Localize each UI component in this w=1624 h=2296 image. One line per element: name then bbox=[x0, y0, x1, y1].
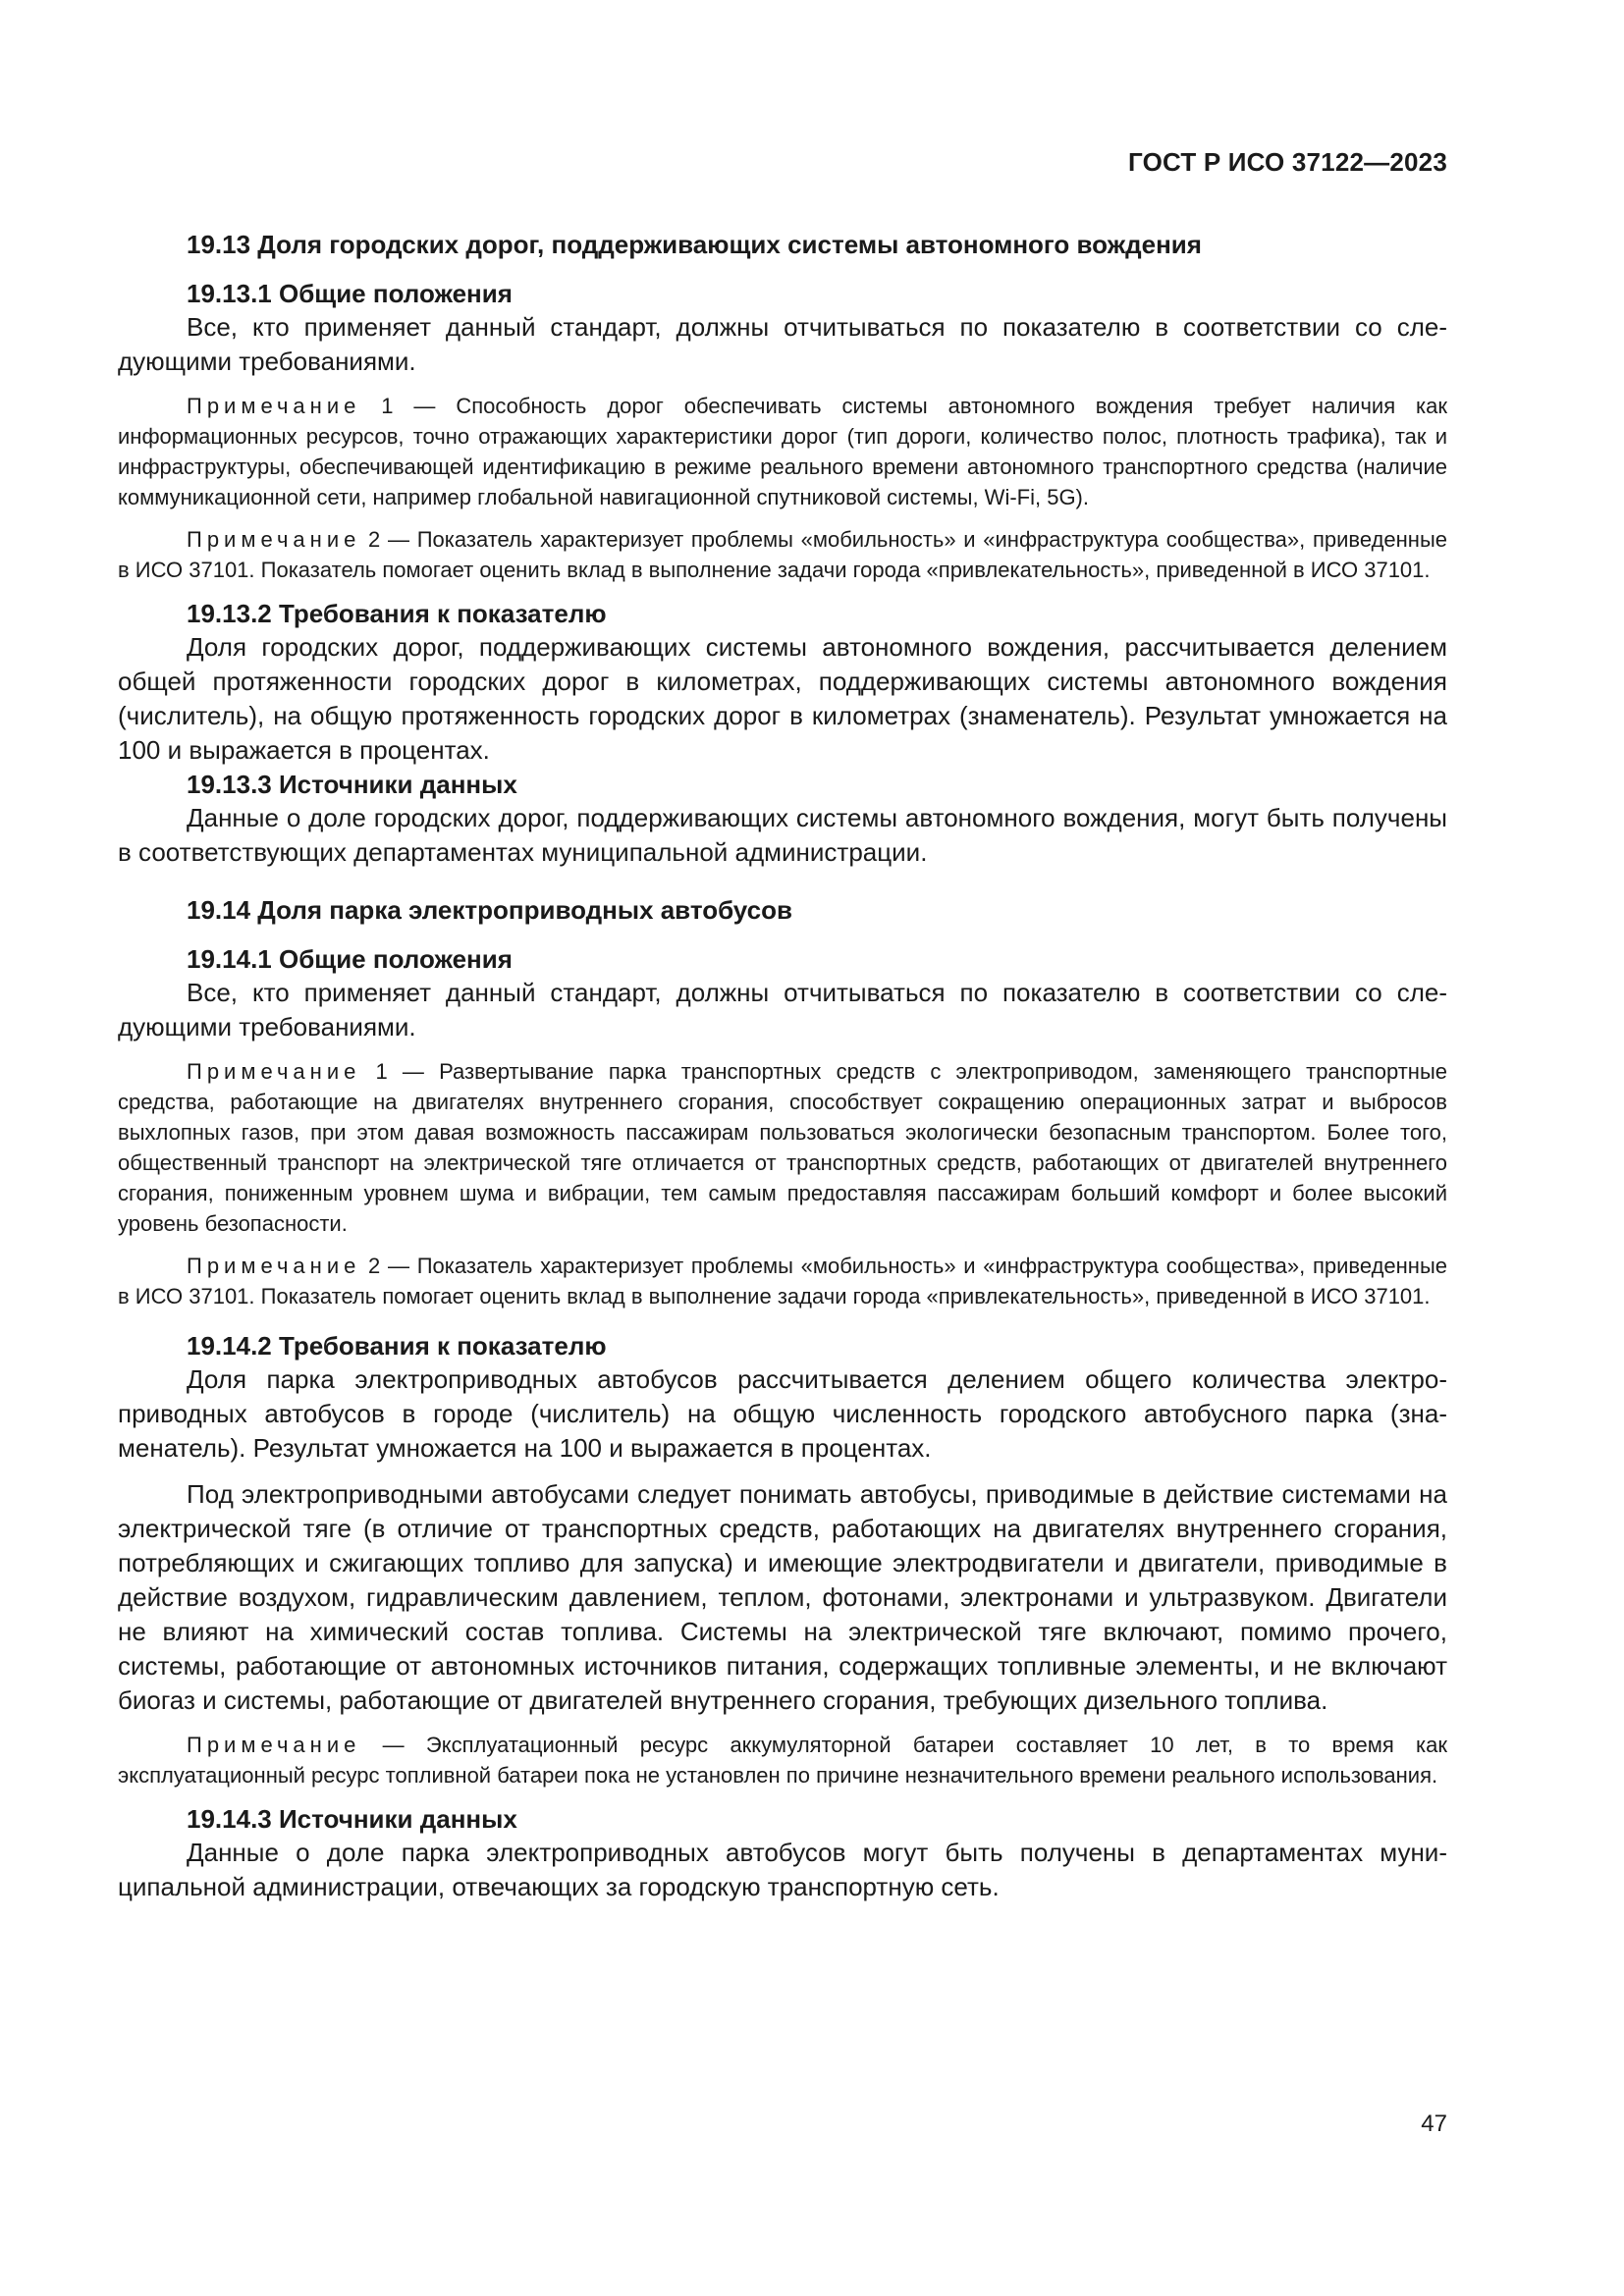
section-19-13-1-title: 19.13.1 Общие положения bbox=[187, 279, 513, 308]
section-19-13-1-note-1 bbox=[118, 391, 1447, 512]
section-19-14-2-paragraph-1: Доля парка электроприводных автобусов рассчитывается делением общего количества электроприводных автобусов в городе (числитель) на общую численность городского автобусного парка (знаменатель). Результат умножается на 100 и выражается в процентах. bbox=[118, 1364, 1447, 1463]
note-text: 2 — Показатель характеризует проблемы «мобильность» и «инфраструктура сообщества», приведенные в ИСО 37101. Показатель помогает оценить вклад в выполнение задачи города «привлекательность», приведенной в ИСО 37101. bbox=[118, 1254, 1447, 1308]
section-19-14-1-note-1 bbox=[118, 1056, 1447, 1239]
section-19-13-2-paragraph: Доля городских дорог, поддерживающих системы автономного вождения, рассчитывается делением общей протяженности городских дорог в километрах, поддерживающих системы автономного вождения (числитель), на общую протяженность городских дорог в километрах (знаменатель). Результат умножается на 100 и выражается в процентах. bbox=[118, 632, 1447, 765]
section-19-13-1-paragraph: Все, кто применяет данный стандарт, должны отчитываться по показателю в соответствии со следующими требованиями. bbox=[118, 312, 1447, 376]
note-label: Примечание bbox=[187, 394, 361, 418]
note-label: Примечание bbox=[187, 1733, 361, 1757]
standard-designation: ГОСТ Р ИСО 37122—2023 bbox=[1127, 147, 1447, 177]
note-label: Примечание bbox=[187, 1254, 361, 1278]
note-text: 1 — Развертывание парка транспортных средств с электроприводом, заменяющего транспортные средства, работающие на двигателях внутреннего сгорания, способствует сокращению операционных затрат и выбросов выхлопных газов, при этом давая возможность пассажирам пользоваться экологически безопасным транспортом. Более того, общественный транспорт на электрической тяге отличается от транспортных средств, работающих от двигателей внутреннего сгорания, пониженным уровнем шума и вибрации, тем самым предоставляя пассажирам больший комфорт и более высокий уровень безопасности. bbox=[118, 1059, 1447, 1236]
section-19-14-1-note-2 bbox=[118, 1251, 1447, 1311]
section-19-14-2-title: 19.14.2 Требования к показателю bbox=[187, 1331, 607, 1361]
section-19-13-3-paragraph: Данные о доле городских дорог, поддерживающих системы автономного вождения, могут быть получены в соответствующих департаментах муниципальной администрации. bbox=[118, 803, 1447, 867]
note-label: Примечание bbox=[187, 527, 361, 552]
section-19-14-2-note bbox=[118, 1730, 1447, 1790]
note-text: 2 — Показатель характеризует проблемы «мобильность» и «инфраструктура сообщества», приведенные в ИСО 37101. Показатель помогает оценить вклад в выполнение задачи города «привлекательность», приведенной в ИСО 37101. bbox=[118, 527, 1447, 582]
note-text: — Эксплуатационный ресурс аккумуляторной батареи составляет 10 лет, в то время как эксплуатационный ресурс топливной батареи пока не установлен по причине незначительного времени реального использования. bbox=[118, 1733, 1447, 1788]
page-number: 47 bbox=[1421, 2110, 1447, 2137]
section-19-13-3-title: 19.13.3 Источники данных bbox=[187, 770, 517, 799]
section-19-14-2-paragraph-2: Под электроприводными автобусами следует понимать автобусы, приводимые в действие системами на электрической тяге (в отличие от транспортных средств, работающих на двигателях внутреннего сгорания, потребляющих и сжигающих топливо для запуска) и имеющие электродвигатели и двигатели, приводимые в действие воздухом, гидравлическим давлением, теплом, фотонами, электронами и ультразвуком. Двигатели не влияют на химический состав топлива. Системы на электрической тяге включают, помимо прочего, системы, работающие от автономных источников питания, содержащих топливные элементы, и не включают биогаз и системы, работающие от двигателей внутреннего сгорания, требующих дизельного топлива. bbox=[118, 1479, 1447, 1715]
section-19-14-3-paragraph: Данные о доле парка электроприводных автобусов могут быть получены в департаментах муниципальной администрации, отвечающих за городскую транспортную сеть. bbox=[118, 1838, 1447, 1901]
section-19-14-title: 19.14 Доля парка электроприводных автобусов bbox=[187, 895, 792, 925]
section-19-14-3-title: 19.14.3 Источники данных bbox=[187, 1804, 517, 1834]
note-text: 1 — Способность дорог обеспечивать системы автономного вождения требует наличия как информационных ресурсов, точно отражающих характеристики дорог (тип дороги, количество полос, плотность трафика), так и инфраструктуры, обеспечивающей идентификацию в режиме реального времени автономного транспортного средства (наличие коммуникационной сети, например глобальной навигационной спутниковой системы, Wi-Fi, 5G). bbox=[118, 394, 1447, 509]
section-19-14-1-title: 19.14.1 Общие положения bbox=[187, 944, 513, 974]
section-19-13-1-note-2 bbox=[118, 524, 1447, 585]
note-label: Примечание bbox=[187, 1059, 361, 1084]
document-body bbox=[118, 228, 1447, 1904]
section-19-14-1-paragraph: Все, кто применяет данный стандарт, должны отчитываться по показателю в соответствии со следующими требованиями. bbox=[118, 978, 1447, 1041]
section-19-13-title: 19.13 Доля городских дорог, поддерживающих системы автономного вождения bbox=[187, 230, 1202, 259]
section-19-13-2-title: 19.13.2 Требования к показателю bbox=[187, 599, 607, 628]
